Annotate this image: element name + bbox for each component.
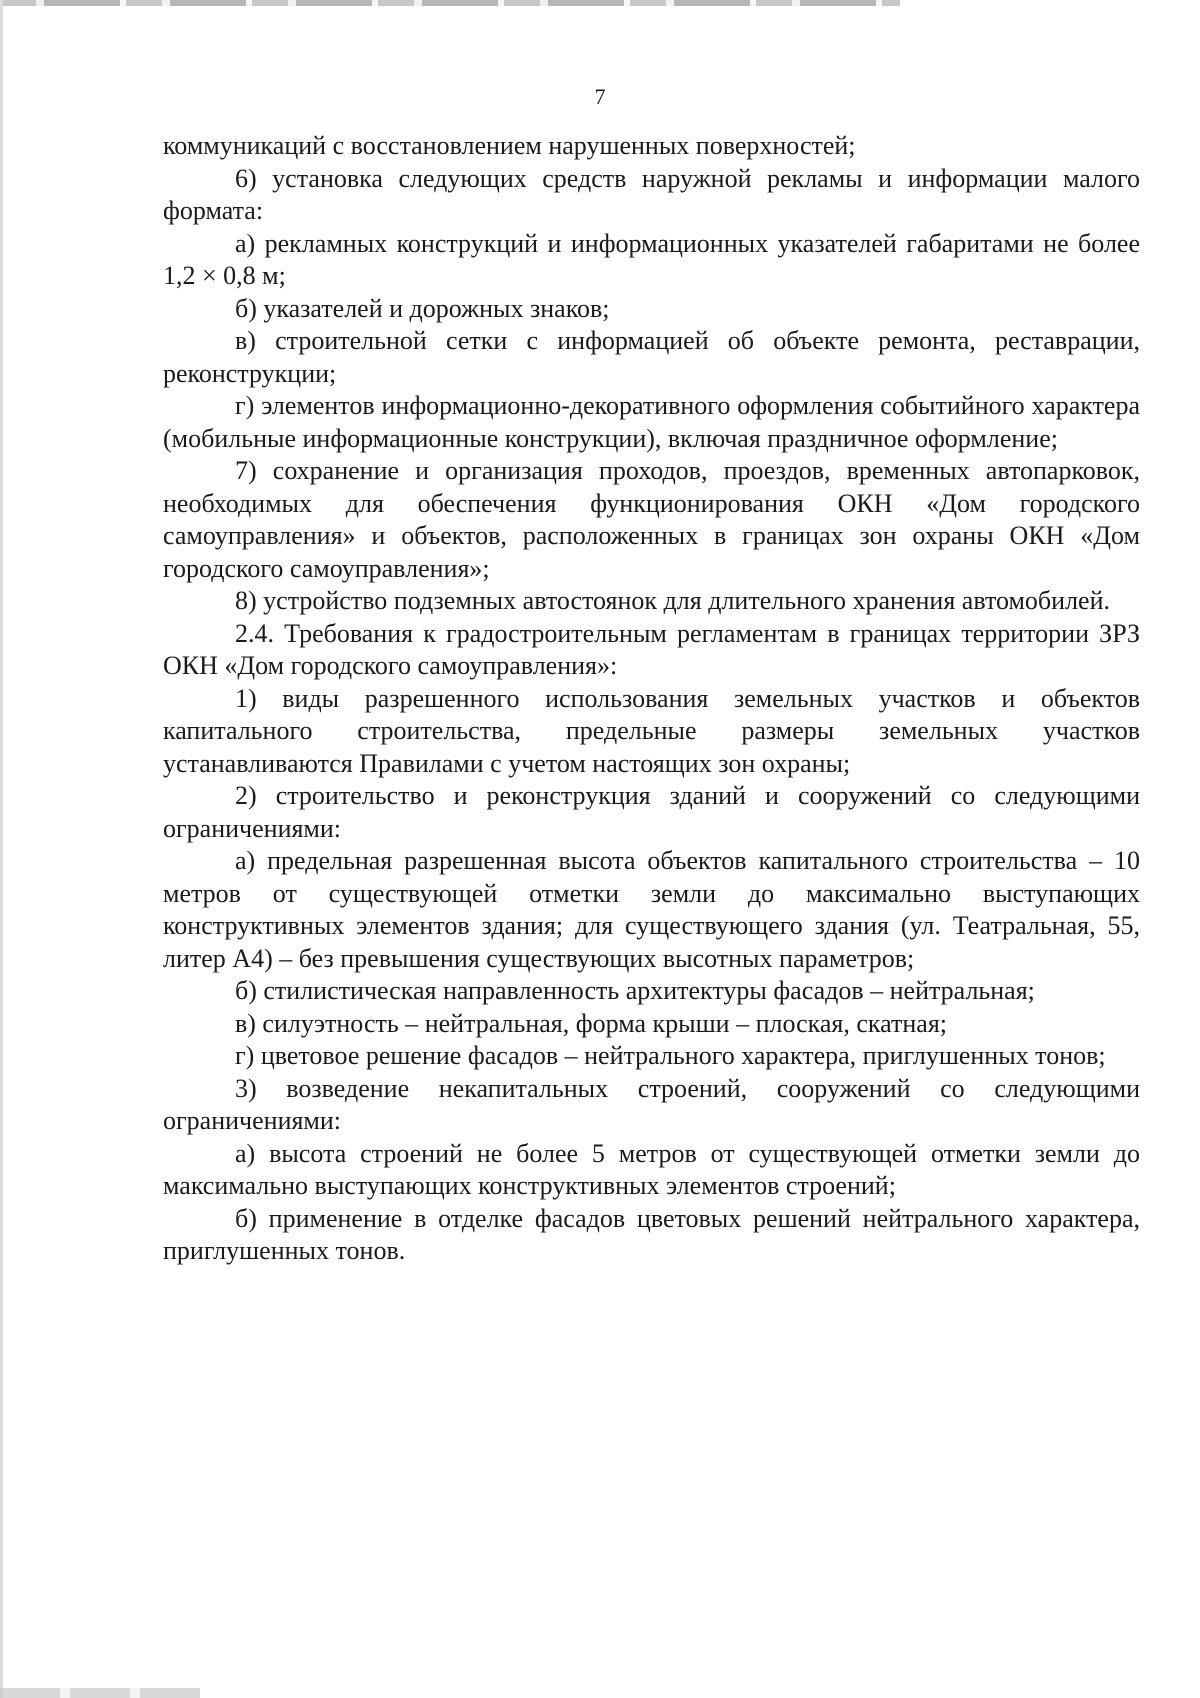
paragraph: г) цветовое решение фасадов – нейтрального характера, приглушенных тонов; — [235, 1041, 1106, 1070]
scan-edge-left — [0, 0, 3, 1698]
paragraph: 7) сохранение и организация проходов, проездов, временных автопарковок, необходимых для обеспечения функционирования ОКН «Дом городского самоуправления» и объектов, расположенных в границах зон охраны ОКН «Дом городского самоуправления»; — [163, 456, 1140, 583]
scan-edge-bottom — [0, 1688, 200, 1698]
paragraph: 2) строительство и реконструкция зданий и сооружений со следующими ограничениями: — [163, 781, 1140, 843]
paragraph: в) силуэтность – нейтральная, форма крыши – плоская, скатная; — [235, 1008, 948, 1038]
paragraph: а) высота строений не более 5 метров от существующей отметки земли до максимально выступающих конструктивных элементов строений; — [163, 1138, 1140, 1200]
paragraph: 8) устройство подземных автостоянок для длительного хранения автомобилей. — [235, 586, 1110, 615]
paragraph: коммуникаций с восстановлением нарушенных поверхностей; — [163, 131, 856, 160]
paragraph: 1) виды разрешенного использования земельных участков и объектов капитального строительства, предельные размеры земельных участков устанавливаются Правилами с учетом настоящих зон охраны; — [163, 683, 1140, 778]
paragraph: в) строительной сетки с информацией об объекте ремонта, реставрации, реконструкции; — [163, 326, 1140, 388]
paragraph: а) рекламных конструкций и информационных указателей габаритами не более 1,2 × 0,8 м; — [163, 228, 1140, 290]
page-number: 7 — [594, 84, 606, 109]
paragraph: б) стилистическая направленность архитектуры фасадов – нейтральная; — [235, 976, 1035, 1005]
paragraph: г) элементов информационно-декоративного оформления событийного характера (мобильные информационные конструкции), включая праздничное оформление; — [163, 391, 1140, 453]
paragraph: а) предельная разрешенная высота объектов капитального строительства – 10 метров от существующей отметки земли до максимально выступающих конструктивных элементов здания; для существующего здания (ул. Театральная, 55, литер А4) – без превышения существующих высотных параметров; — [163, 846, 1140, 973]
paragraph: 3) возведение некапитальных строений, сооружений со следующими ограничениями: — [163, 1073, 1140, 1135]
document-body — [163, 130, 1140, 1268]
paragraph: б) применение в отделке фасадов цветовых решений нейтрального характера, приглушенных тонов. — [163, 1203, 1140, 1265]
paragraph: 6) установка следующих средств наружной рекламы и информации малого формата: — [163, 163, 1140, 225]
scan-edge-top — [0, 0, 900, 6]
paragraph: б) указателей и дорожных знаков; — [235, 293, 610, 323]
paragraph: 2.4. Требования к градостроительным регламентам в границах территории ЗРЗ ОКН «Дом городского самоуправления»: — [163, 618, 1140, 680]
